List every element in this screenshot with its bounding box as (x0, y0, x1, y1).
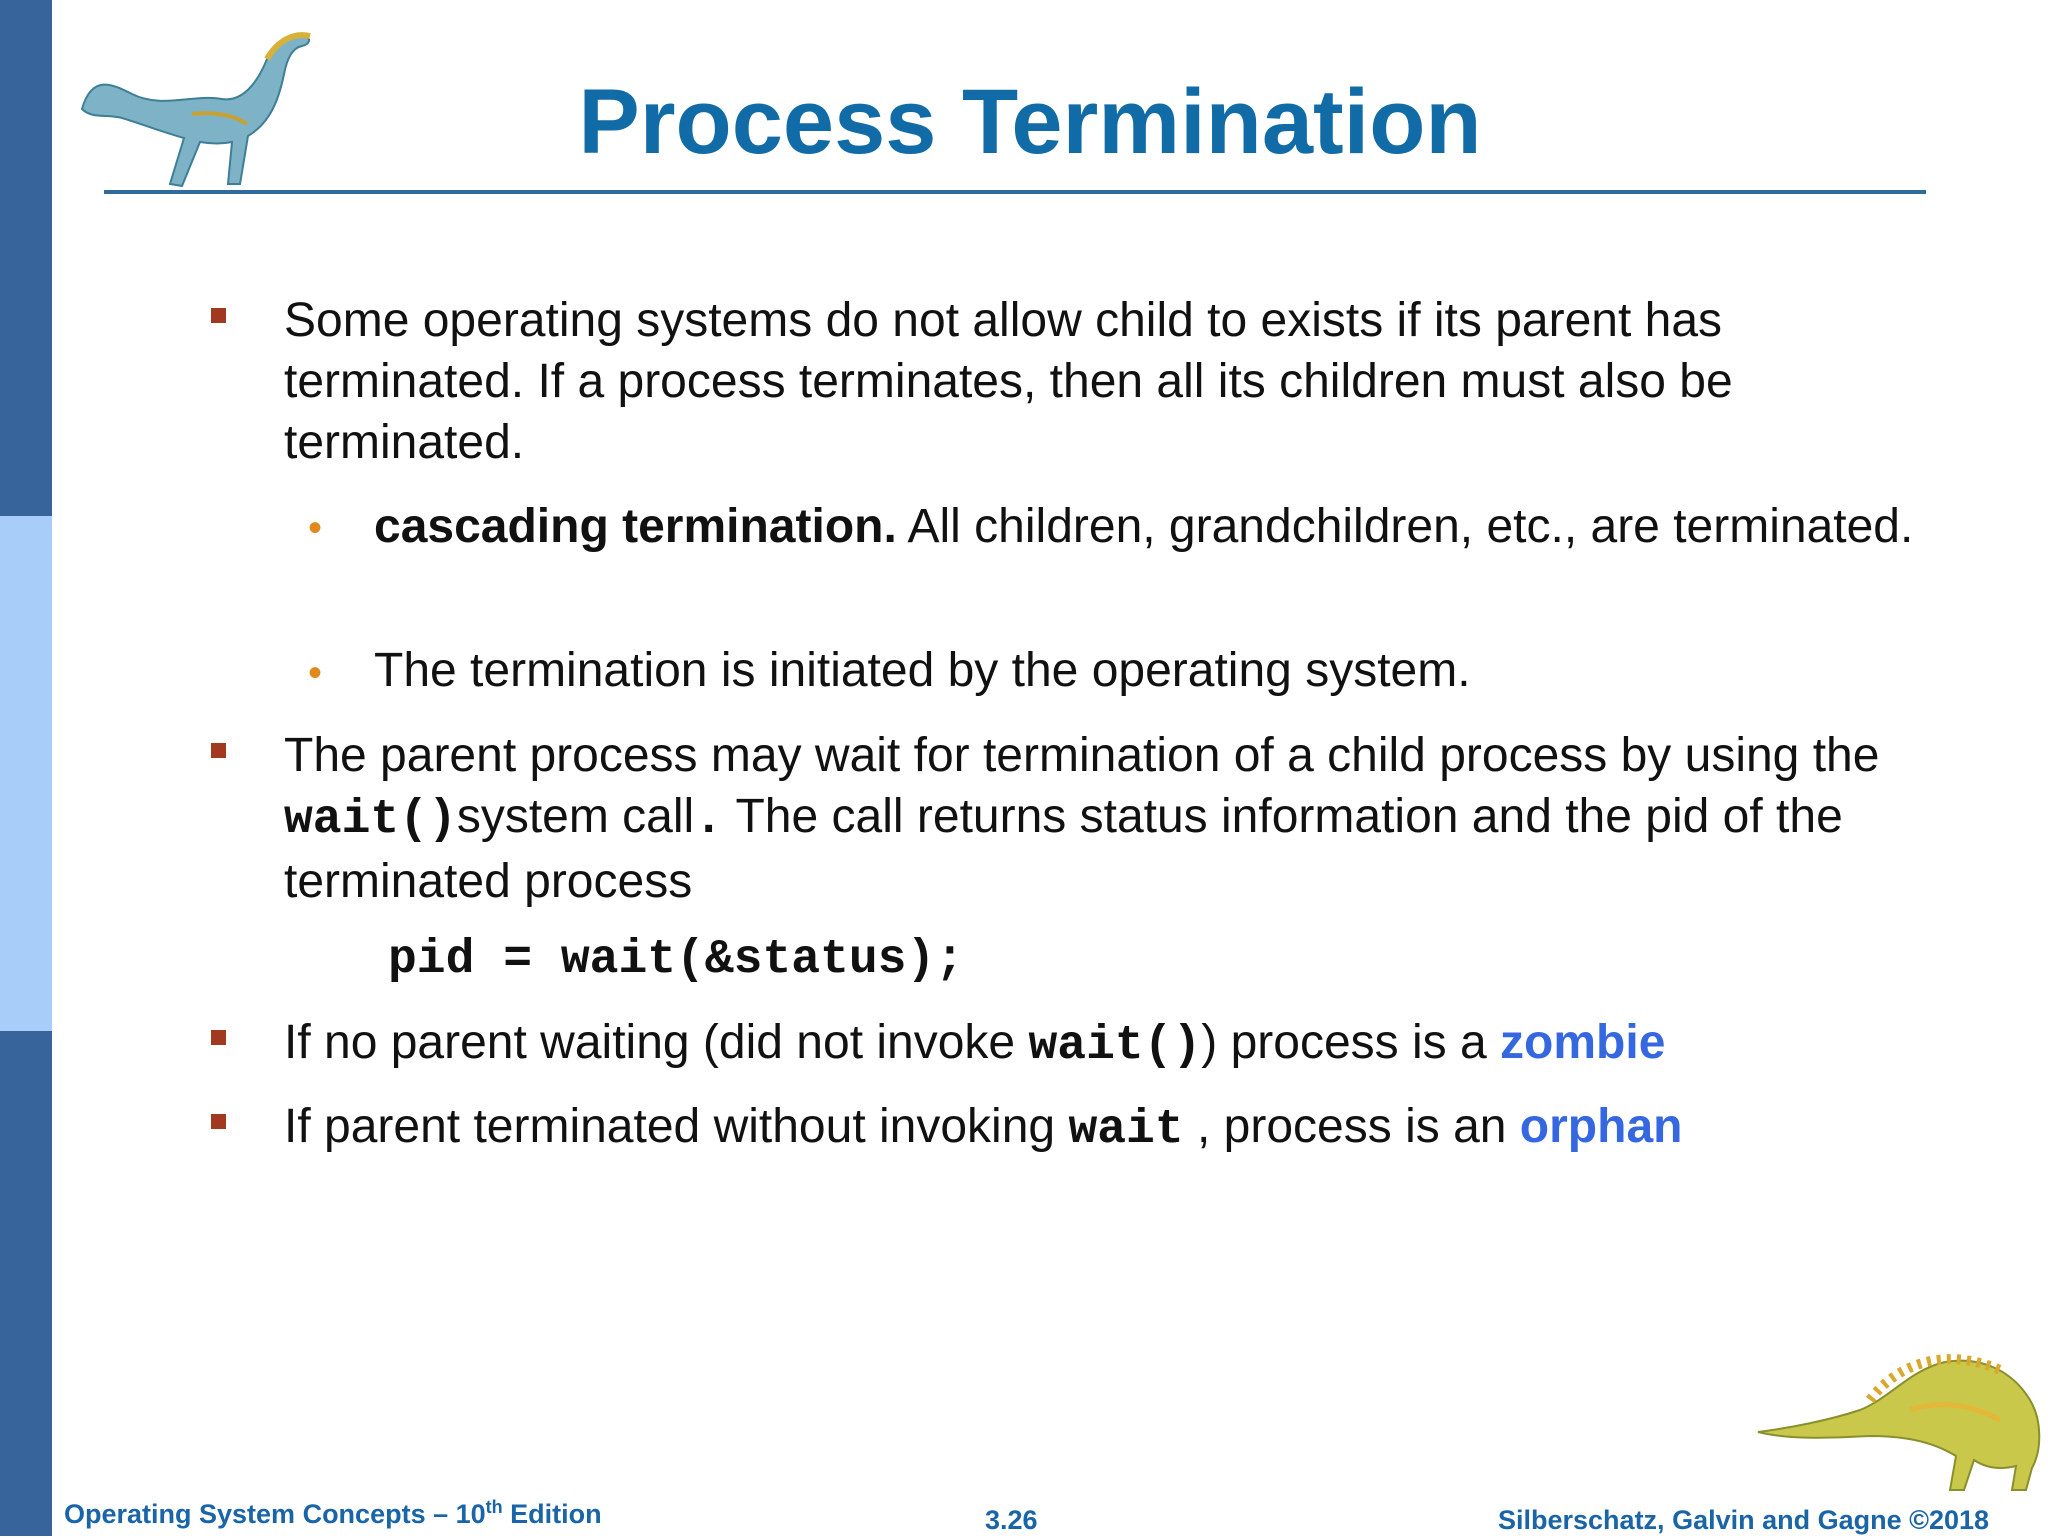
footer-book-title (64, 1496, 602, 1532)
bullet-3-text (284, 1012, 1924, 1077)
footer-edition-label: Edition (502, 1499, 602, 1529)
bullet-4-text (284, 1096, 1924, 1161)
square-bullet-icon (211, 308, 226, 323)
page-number: 3.26 (985, 1505, 1038, 1535)
wait-code: wait (1068, 1103, 1184, 1157)
bullet-3-part1: If no parent waiting (did not invoke (284, 1016, 1029, 1069)
square-bullet-icon (211, 1114, 226, 1129)
footer-authors: Silberschatz, Galvin and Gagne ©2018 (1498, 1505, 1990, 1535)
square-bullet-icon (211, 1030, 226, 1045)
slide-title: Process Termination (578, 71, 1482, 173)
round-bullet-icon: • (308, 651, 323, 695)
square-bullet-icon (211, 743, 226, 758)
bullet-4-part2: , process is an (1183, 1100, 1520, 1153)
orphan-term: orphan (1519, 1100, 1683, 1153)
code-snippet: pid = wait(&status); (388, 933, 965, 987)
zombie-term: zombie (1500, 1016, 1666, 1069)
round-bullet-icon: • (308, 506, 323, 550)
wait-call-code: wait() (1028, 1019, 1202, 1073)
footer-book-title-main: Operating System Concepts – 10 (64, 1499, 486, 1529)
sub-bullet-1-rest: All children, grandchildren, etc., are terminated. (896, 500, 1914, 553)
cascading-termination-term: cascading termination. (374, 500, 897, 553)
dinosaur-icon (1750, 1340, 2048, 1500)
bullet-4-part1: If parent terminated without invoking (284, 1100, 1069, 1153)
bullet-2-part2: system call (456, 790, 695, 843)
bullet-1-text: Some operating systems do not allow child to exists if its parent has terminated. If a process terminates, then all its children must also be terminated. (284, 294, 1733, 469)
wait-call-code: wait() (284, 793, 457, 847)
bullet-3-part2: ) process is a (1201, 1016, 1501, 1069)
footer-edition-sup: th (485, 1497, 503, 1517)
bullet-2-part3: The call returns status information and the pid of the terminated process (284, 790, 1843, 908)
bullet-2-text (284, 725, 1924, 912)
bullet-2-part1: The parent process may wait for termination of a child process by using the (284, 729, 1880, 782)
sub-bullet-1 (374, 496, 1914, 557)
sub-bullet-2: The termination is initiated by the operating system. (374, 644, 1471, 697)
bullet-2-code-period: . (694, 793, 724, 847)
